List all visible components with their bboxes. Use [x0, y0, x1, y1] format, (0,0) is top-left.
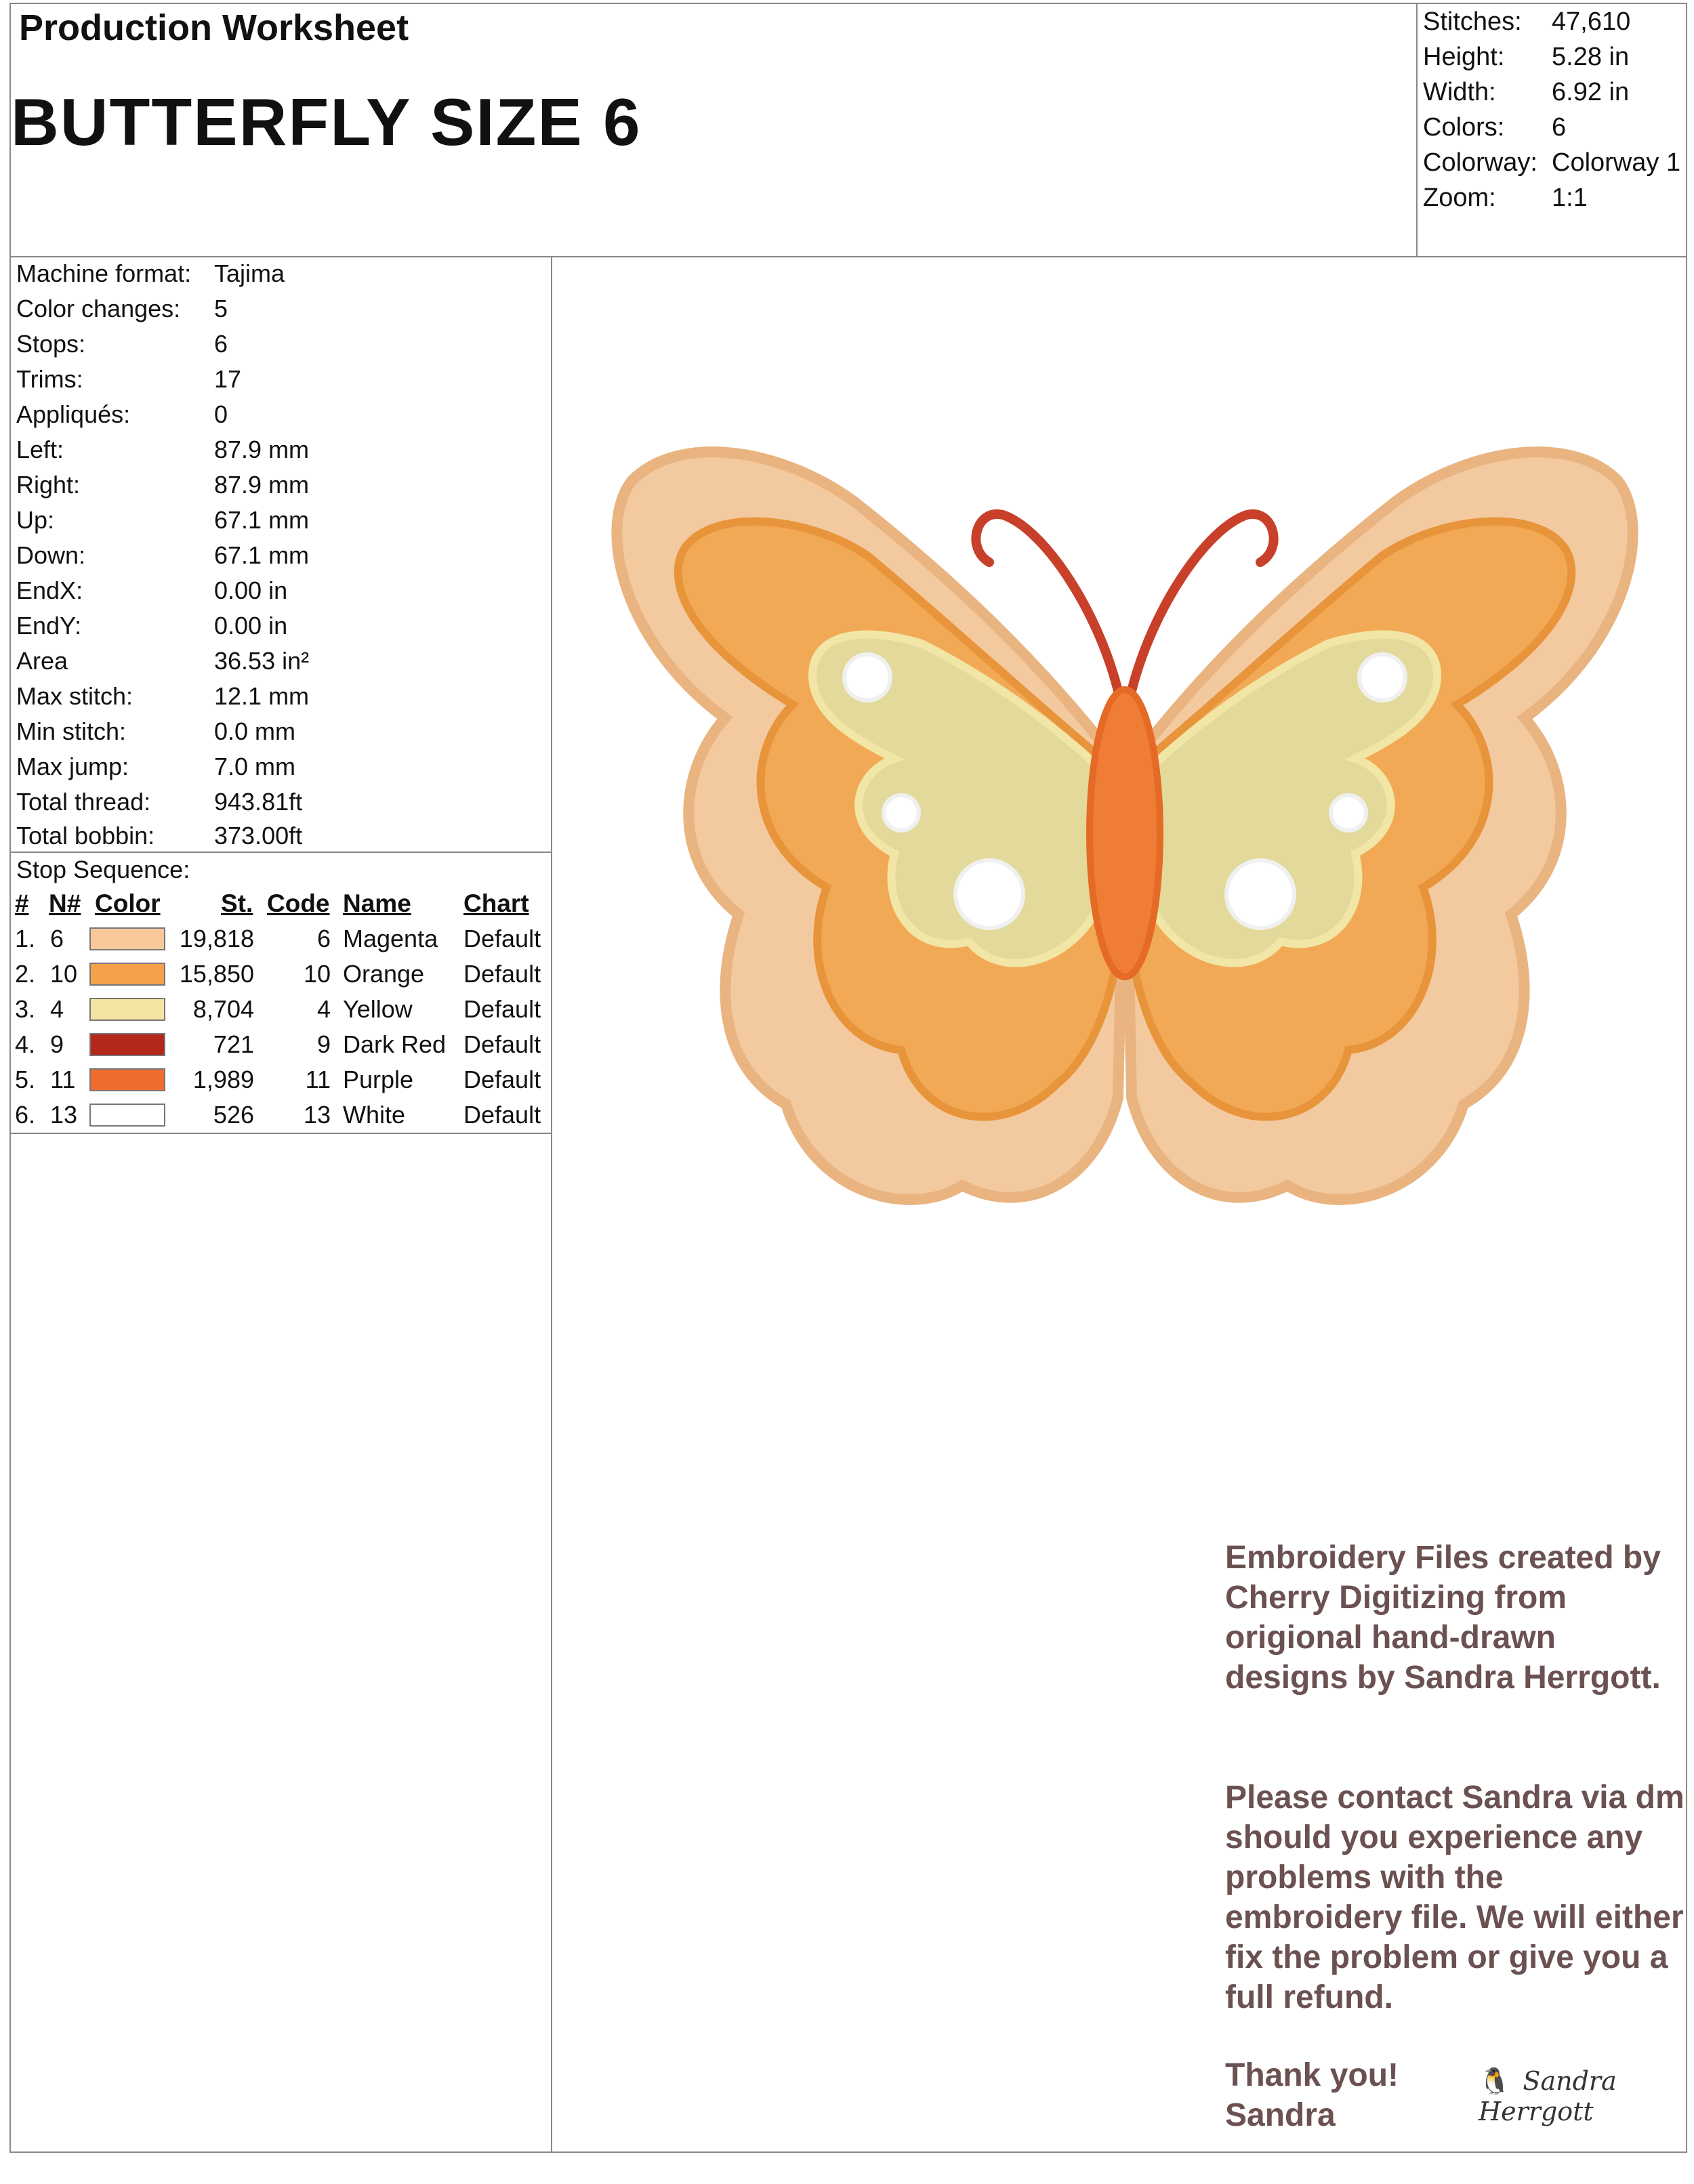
- info-label: Machine format:: [16, 259, 192, 287]
- wing-spot: [1331, 795, 1366, 831]
- info-value: 0.0 mm: [214, 717, 296, 745]
- row-stitches: 1,989: [192, 1066, 254, 1093]
- row-code: 6: [316, 925, 331, 952]
- color-swatch: [89, 1033, 165, 1056]
- wing-spot: [1226, 860, 1294, 928]
- info-value: 36.53 in²: [214, 647, 310, 675]
- color-swatch: [89, 963, 165, 986]
- info-label: Area: [16, 647, 68, 675]
- row-num: 3.: [15, 995, 36, 1023]
- design-preview: [596, 420, 1653, 1260]
- summary-label: Colors:: [1423, 113, 1505, 142]
- row-name: Magenta: [343, 925, 438, 952]
- col-header-stitches: St.: [221, 889, 253, 917]
- col-header-chart: Chart: [463, 889, 529, 917]
- row-name: Yellow: [343, 995, 413, 1023]
- row-needle: 11: [50, 1066, 76, 1093]
- col-header-num: #: [15, 889, 29, 917]
- summary-label: Zoom:: [1423, 184, 1496, 212]
- info-label: Total bobbin:: [16, 822, 155, 849]
- butterfly-illustration: [617, 452, 1632, 1200]
- info-value: Tajima: [214, 259, 285, 287]
- summary-label: Stitches:: [1423, 7, 1522, 36]
- summary-value: 6: [1552, 113, 1567, 142]
- info-value: 17: [214, 365, 242, 393]
- info-value: 87.9 mm: [214, 436, 310, 463]
- info-value: 6: [214, 330, 228, 358]
- info-label: Max jump:: [16, 753, 129, 780]
- info-value: 0: [214, 400, 228, 428]
- page-title: BUTTERFLY SIZE 6: [11, 85, 642, 159]
- row-num: 2.: [15, 960, 36, 988]
- info-label: Min stitch:: [16, 717, 127, 745]
- table-row: [0, 1027, 542, 1062]
- row-needle: 10: [50, 960, 78, 988]
- signature: [1479, 2066, 1694, 2126]
- info-value: 12.1 mm: [214, 682, 310, 710]
- color-swatch: [89, 998, 165, 1021]
- summary-value: 1:1: [1552, 184, 1588, 212]
- color-swatch: [89, 927, 165, 950]
- row-chart: Default: [463, 1066, 541, 1093]
- info-label: EndY:: [16, 612, 82, 639]
- row-name: Dark Red: [343, 1030, 447, 1058]
- row-num: 1.: [15, 925, 36, 952]
- row-code: 9: [316, 1030, 331, 1058]
- info-label: Color changes:: [16, 295, 181, 322]
- row-code: 4: [316, 995, 331, 1023]
- support-note: Please contact Sandra via dm should you experience any problems with the embroidery file. We will either fix the problem or give you a full refund.: [1225, 1780, 1685, 2015]
- row-stitches: 15,850: [179, 960, 254, 988]
- info-value: 943.81ft: [214, 788, 303, 816]
- info-label: Left:: [16, 436, 64, 463]
- row-chart: Default: [463, 960, 541, 988]
- summary-value: 5.28 in: [1552, 43, 1630, 71]
- info-label: Right:: [16, 471, 81, 499]
- info-label: Total thread:: [16, 788, 151, 816]
- col-header-code: Code: [267, 889, 330, 917]
- row-name: Purple: [343, 1066, 414, 1093]
- row-chart: Default: [463, 1030, 541, 1058]
- butterfly-body: [1090, 690, 1160, 977]
- row-needle: 6: [50, 925, 64, 952]
- wing-spot: [844, 654, 890, 700]
- table-row: [0, 957, 542, 992]
- summary-label: Width:: [1423, 78, 1496, 106]
- row-num: 5.: [15, 1066, 36, 1093]
- row-stitches: 526: [213, 1101, 254, 1129]
- penguin-icon: 🐧: [1479, 2066, 1511, 2096]
- row-code: 10: [303, 960, 331, 988]
- info-label: Max stitch:: [16, 682, 133, 710]
- info-value: 0.00 in: [214, 576, 288, 604]
- wing-spot: [884, 795, 919, 831]
- row-stitches: 8,704: [192, 995, 254, 1023]
- row-num: 6.: [15, 1101, 36, 1129]
- stop-sequence-title: Stop Sequence:: [16, 856, 190, 883]
- row-name: Orange: [343, 960, 425, 988]
- thank-you: Thank you!: [1225, 2057, 1399, 2093]
- wing-spot: [1359, 654, 1405, 700]
- info-label: EndX:: [16, 576, 83, 604]
- row-chart: Default: [463, 1101, 541, 1129]
- info-label: Up:: [16, 506, 55, 534]
- row-num: 4.: [15, 1030, 36, 1058]
- info-value: 5: [214, 295, 228, 322]
- color-swatch: [89, 1068, 165, 1091]
- info-label: Stops:: [16, 330, 86, 358]
- row-needle: 13: [50, 1101, 78, 1129]
- sequence-divider: [9, 1133, 552, 1134]
- summary-value: 47,610: [1552, 7, 1631, 36]
- summary-value: Colorway 1: [1552, 148, 1681, 177]
- row-code: 13: [303, 1101, 331, 1129]
- row-chart: Default: [463, 995, 541, 1023]
- row-name: White: [343, 1101, 406, 1129]
- sidebar-divider: [551, 256, 552, 2153]
- info-value: 67.1 mm: [214, 541, 310, 569]
- info-label: Down:: [16, 541, 86, 569]
- table-row: [0, 1062, 542, 1097]
- info-value: 87.9 mm: [214, 471, 310, 499]
- table-row: [0, 1097, 542, 1133]
- table-row: [0, 921, 542, 957]
- row-needle: 4: [50, 995, 64, 1023]
- row-needle: 9: [50, 1030, 64, 1058]
- summary-label: Height:: [1423, 43, 1505, 71]
- sender-name: Sandra: [1225, 2097, 1336, 2133]
- row-code: 11: [305, 1066, 331, 1093]
- info-value: 67.1 mm: [214, 506, 310, 534]
- row-stitches: 19,818: [179, 925, 254, 952]
- summary-label: Colorway:: [1423, 148, 1537, 177]
- color-swatch: [89, 1104, 165, 1127]
- info-label: Trims:: [16, 365, 83, 393]
- signature-text: Sandra Herrgott: [1479, 2066, 1617, 2126]
- row-stitches: 721: [213, 1030, 254, 1058]
- info-value: 373.00ft: [214, 822, 303, 849]
- col-header-needle: N#: [49, 889, 81, 917]
- document-subtitle: Production Worksheet: [19, 7, 409, 48]
- info-value: 0.00 in: [214, 612, 288, 639]
- summary-divider: [1416, 3, 1418, 257]
- info-label: Appliqués:: [16, 400, 131, 428]
- table-row: [0, 992, 542, 1027]
- row-chart: Default: [463, 925, 541, 952]
- summary-value: 6.92 in: [1552, 78, 1630, 106]
- info-value: 7.0 mm: [214, 753, 296, 780]
- col-header-color: Color: [95, 889, 161, 917]
- wing-spot: [955, 860, 1023, 928]
- credits-note: Embroidery Files created by Cherry Digitizing from origional hand-drawn designs by Sandra Herrgott.: [1225, 1540, 1661, 1696]
- col-header-name: Name: [343, 889, 411, 917]
